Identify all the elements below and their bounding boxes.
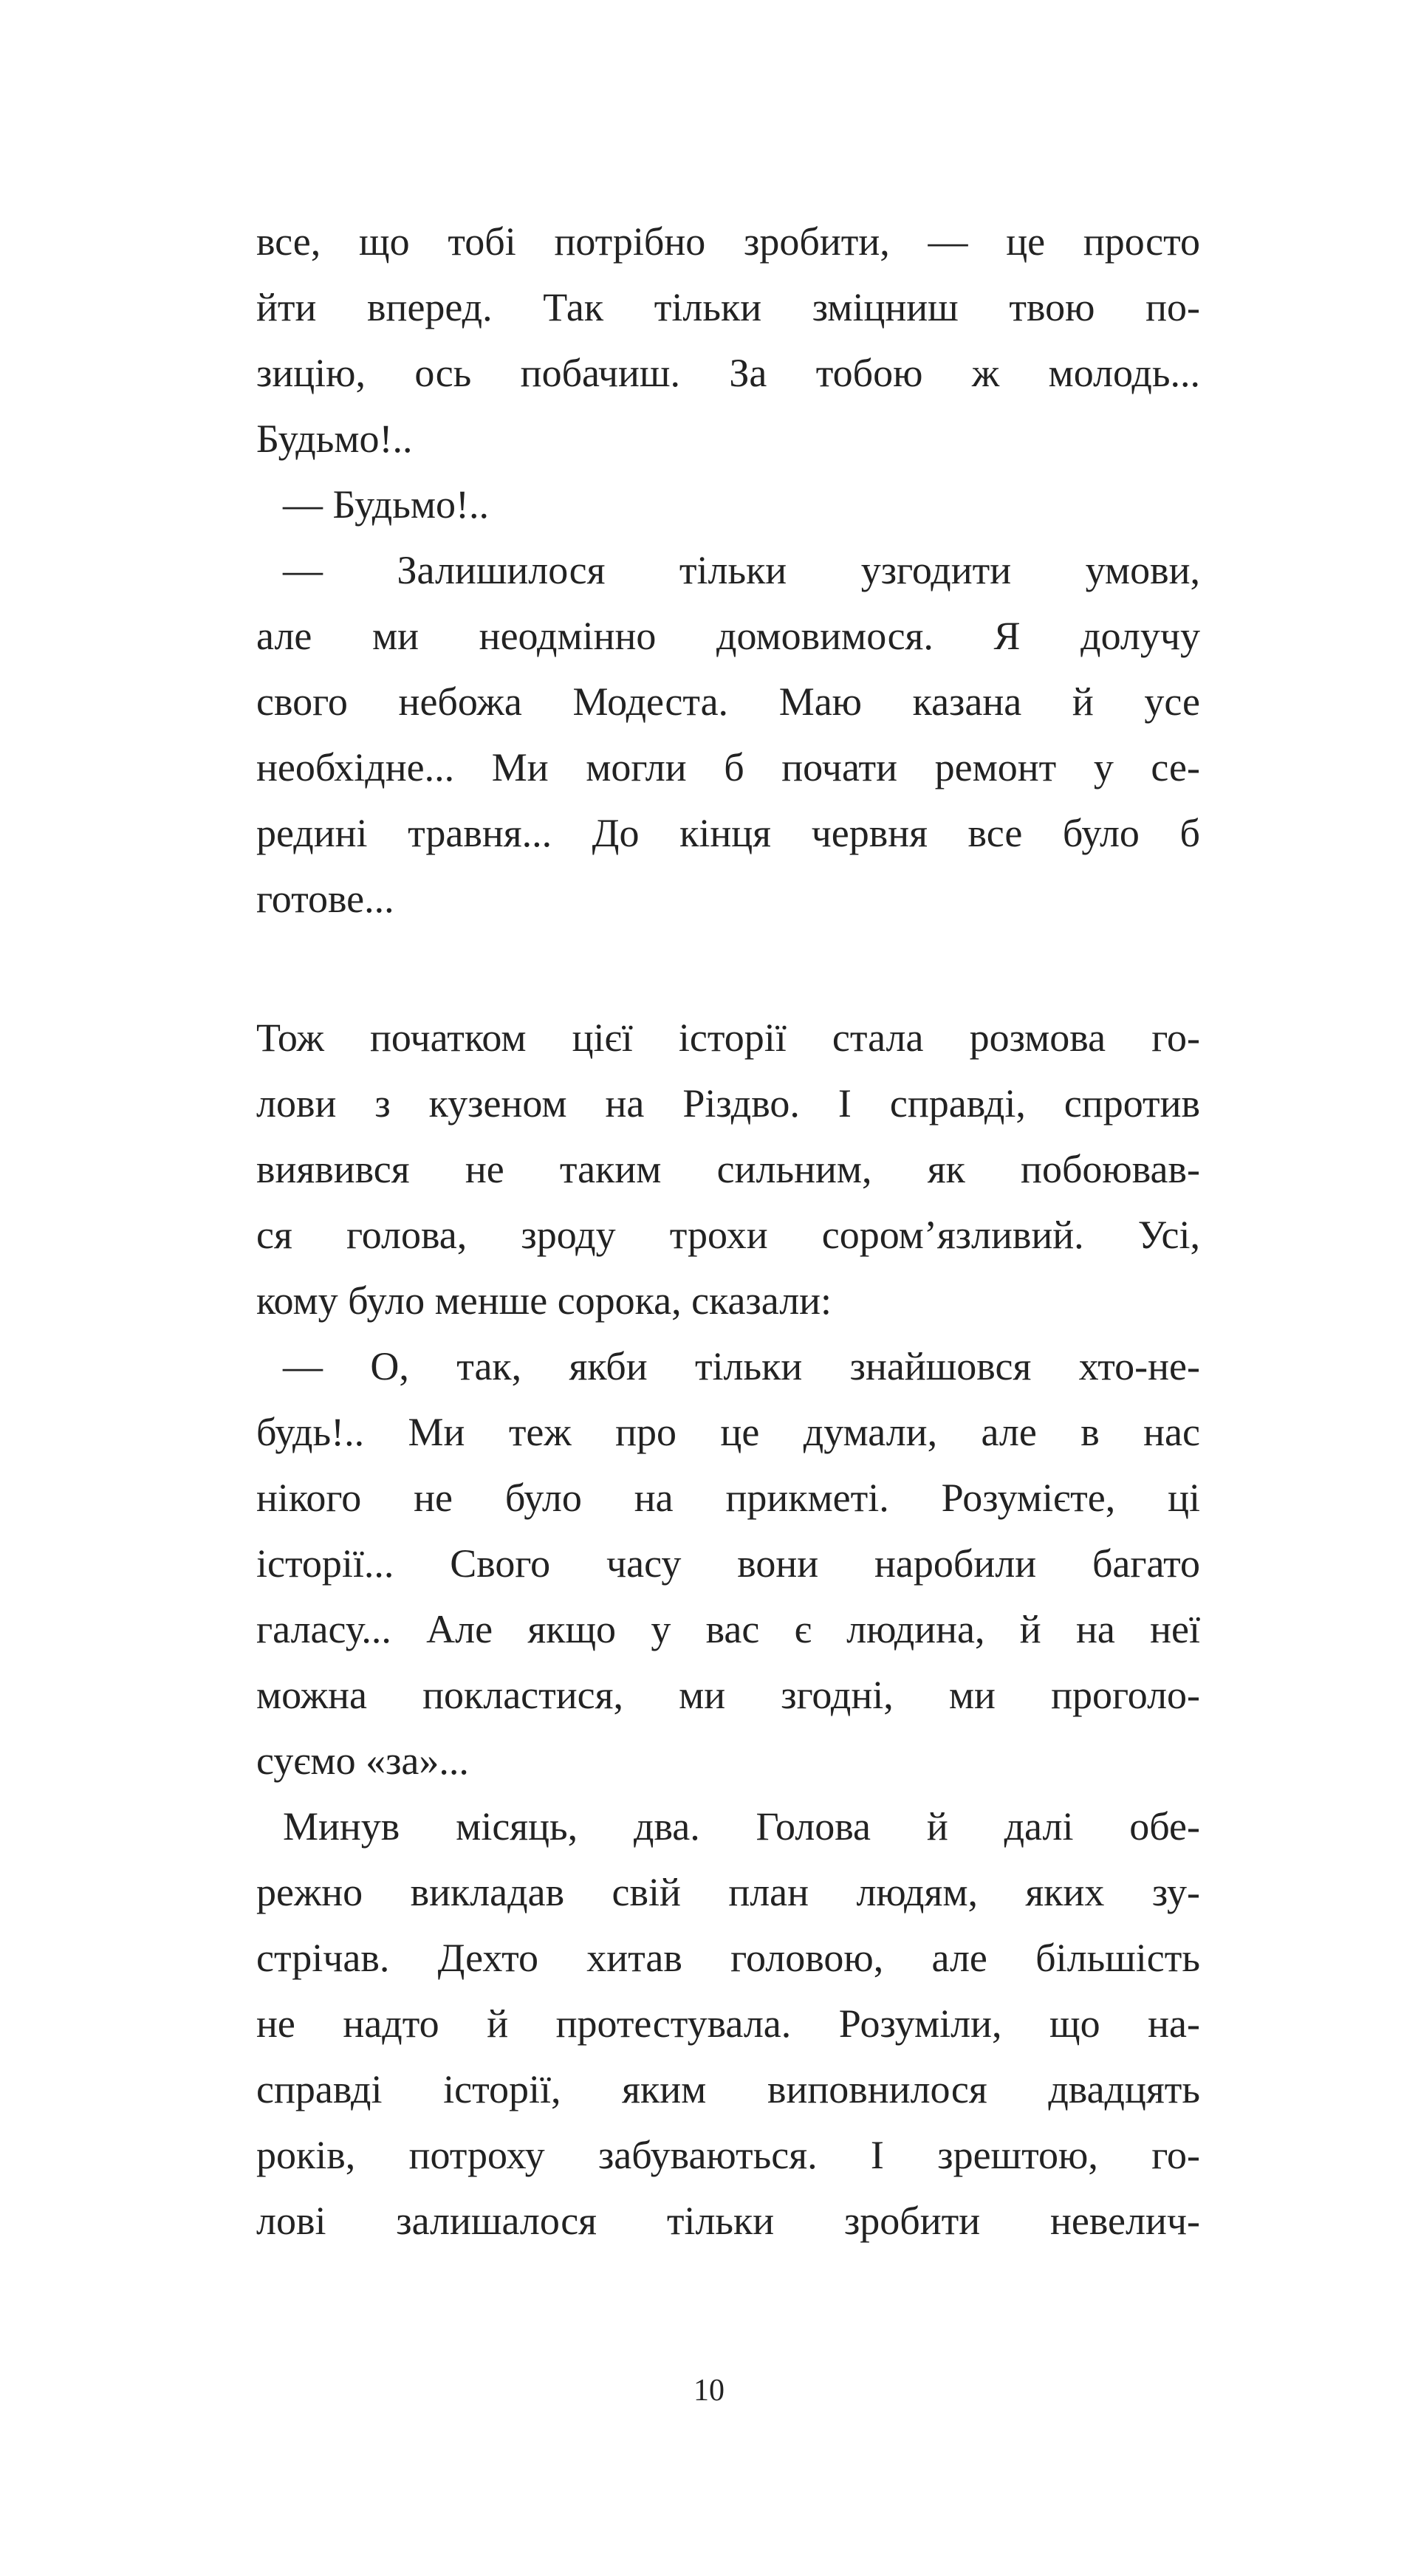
text-line: суємо «за»...: [256, 1738, 469, 1783]
page-number: 10: [693, 2374, 725, 2408]
text-line: стрічав. Дехто хитав головою, але більшість: [256, 1935, 1200, 1980]
text-line: свого небожа Модеста. Маю казана й усе: [256, 679, 1200, 724]
text-line: будь!.. Ми теж про це думали, але в нас: [256, 1409, 1200, 1454]
text-line: — Залишилося тільки узгодити умови,: [283, 547, 1200, 592]
text-line: необхідне... Ми могли б почати ремонт у се-: [256, 744, 1200, 789]
text-line: лови з кузеном на Різдво. І справді, спротив: [256, 1080, 1200, 1126]
text-line: історії... Свого часу вони наробили багато: [256, 1541, 1200, 1586]
text-line: режно викладав свій план людям, яких зу-: [256, 1869, 1200, 1914]
text-line: редині травня... До кінця червня все було б: [256, 810, 1200, 855]
text-line: не надто й протестувала. Розуміли, що на-: [256, 2001, 1200, 2046]
text-line: Минув місяць, два. Голова й далі обе-: [283, 1803, 1200, 1849]
text-line: Тож початком цієї історії стала розмова го-: [256, 1015, 1200, 1060]
text-line: — О, так, якби тільки знайшовся хто-не-: [283, 1343, 1200, 1388]
text-line: галасу... Але якщо у вас є людина, й на неї: [256, 1606, 1200, 1651]
text-line: йти вперед. Так тільки зміцниш твою по-: [256, 284, 1200, 329]
text-line: нікого не було на прикметі. Розумієте, ці: [256, 1475, 1200, 1520]
text-line: лові залишалося тільки зробити невелич-: [256, 2198, 1200, 2243]
text-line: можна покластися, ми згодні, ми проголо-: [256, 1672, 1200, 1717]
text-line: зицію, ось побачиш. За тобою ж молодь...: [256, 350, 1200, 395]
text-line: готове...: [256, 876, 394, 921]
text-line: але ми неодмінно домовимося. Я долучу: [256, 613, 1200, 658]
text-line: виявився не таким сильним, як побоював-: [256, 1146, 1200, 1191]
text-line: ся голова, зроду трохи сором’язливий. Усі,: [256, 1212, 1200, 1257]
text-line: кому було менше сорока, сказали:: [256, 1278, 832, 1323]
text-line: все, що тобі потрібно зробити, — це просто: [256, 219, 1200, 264]
text-line: — Будьмо!..: [283, 482, 490, 527]
text-line: Будьмо!..: [256, 416, 413, 461]
text-line: справді історії, яким виповнилося двадцять: [256, 2066, 1200, 2111]
text-line: років, потроху забуваються. І зрештою, го-: [256, 2132, 1200, 2177]
